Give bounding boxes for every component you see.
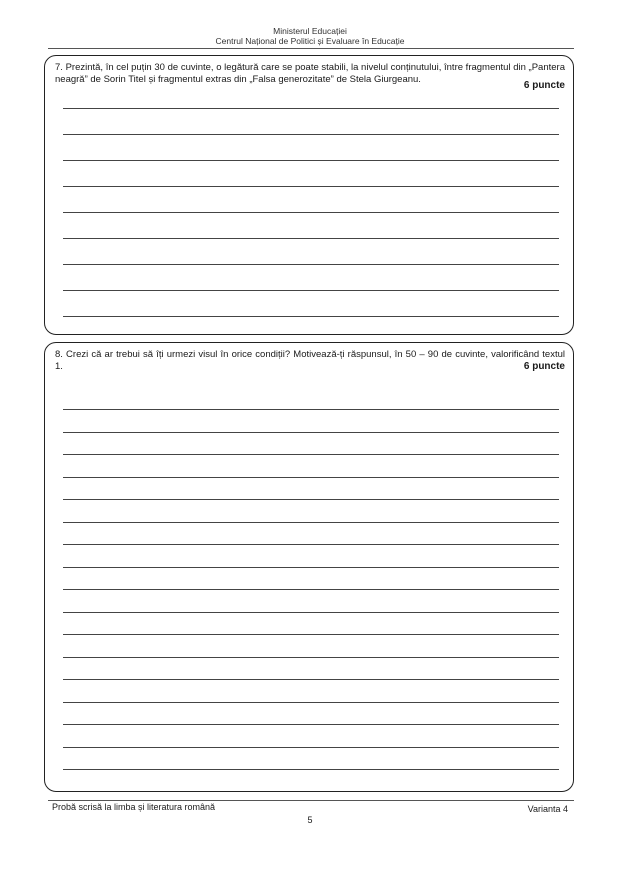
answer-line[interactable]: [63, 212, 559, 213]
answer-line[interactable]: [63, 679, 559, 680]
answer-line[interactable]: [63, 160, 559, 161]
answer-line[interactable]: [63, 702, 559, 703]
question-8-points: 6 puncte: [523, 361, 565, 372]
answer-line[interactable]: [63, 108, 559, 109]
header-ministry: Ministerul Educației: [273, 26, 347, 36]
answer-line[interactable]: [63, 634, 559, 635]
header-divider: [48, 48, 574, 49]
answer-line[interactable]: [63, 454, 559, 455]
footer-variant: Varianta 4: [527, 804, 568, 814]
answer-line[interactable]: [63, 657, 559, 658]
answer-line[interactable]: [63, 134, 559, 135]
answer-line[interactable]: [63, 589, 559, 590]
question-8-box: [44, 342, 574, 792]
answer-line[interactable]: [63, 409, 559, 410]
question-7-text: 7. Prezintă, în cel puțin 30 de cuvinte, o legătură care se poate stabili, la nivelul conținutului, între fragmentul din „Pantera neagră” de Sorin Titel și fragmentul extras din „Falsa generozitate” de Stela Giurgeanu.: [55, 62, 565, 85]
page-number: 5: [307, 815, 313, 825]
answer-line[interactable]: [63, 747, 559, 748]
answer-line[interactable]: [63, 544, 559, 545]
answer-line[interactable]: [63, 499, 559, 500]
footer-exam-title: Probă scrisă la limba și literatura română: [52, 802, 216, 812]
answer-line[interactable]: [63, 522, 559, 523]
question-7-box: [44, 55, 574, 335]
question-8-text: 8. Crezi că ar trebui să îți urmezi visul în orice condiții? Motivează-ți răspunsul, în 50 – 90 de cuvinte, valorificând textul 1.: [55, 349, 565, 372]
header-center: Centrul Național de Politici și Evaluare în Educație: [215, 36, 405, 46]
page-header: [0, 26, 620, 46]
answer-line[interactable]: [63, 724, 559, 725]
answer-line[interactable]: [63, 316, 559, 317]
answer-line[interactable]: [63, 186, 559, 187]
question-7-points: 6 puncte: [523, 80, 565, 91]
answer-line[interactable]: [63, 612, 559, 613]
answer-line[interactable]: [63, 567, 559, 568]
footer-divider: [48, 800, 574, 801]
answer-line[interactable]: [63, 769, 559, 770]
answer-line[interactable]: [63, 238, 559, 239]
answer-line[interactable]: [63, 432, 559, 433]
answer-line[interactable]: [63, 264, 559, 265]
answer-line[interactable]: [63, 477, 559, 478]
answer-line[interactable]: [63, 290, 559, 291]
